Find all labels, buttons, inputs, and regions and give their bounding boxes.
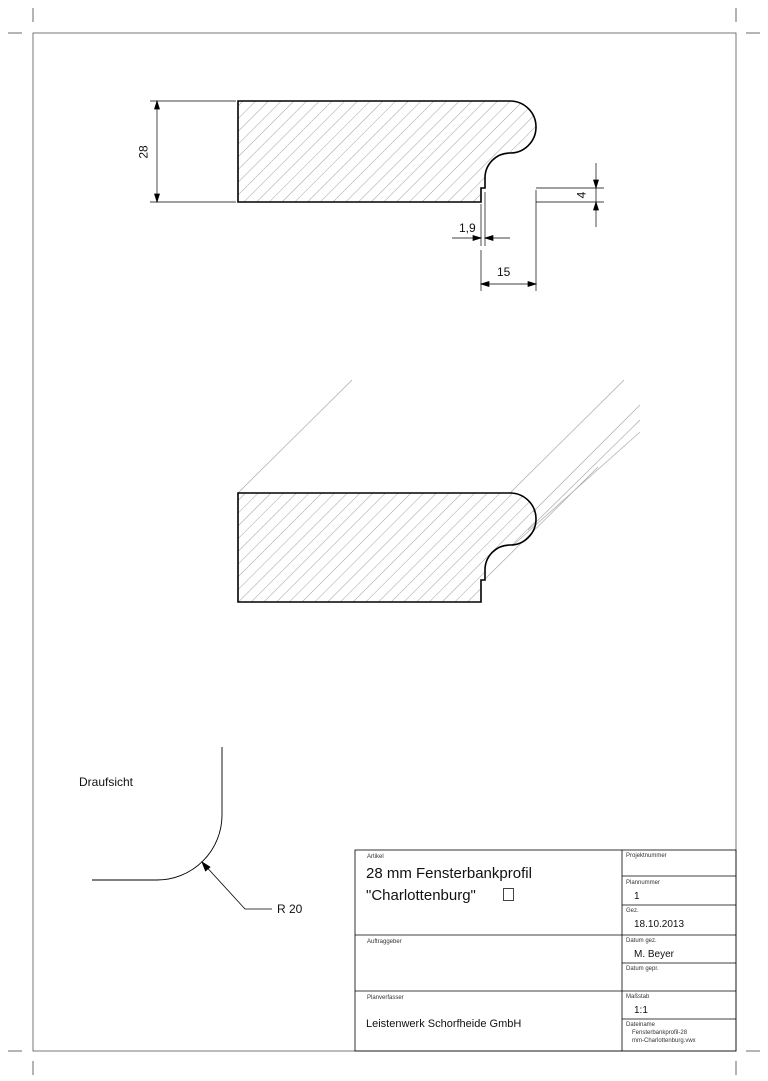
radius-label: R 20 bbox=[277, 902, 303, 916]
datum-gez-label: Datum gez. bbox=[626, 938, 657, 944]
projektnummer-label: Projektnummer bbox=[626, 853, 667, 859]
dimension-groove-depth bbox=[536, 163, 604, 227]
dimension-groove-depth-label: 4 bbox=[574, 191, 589, 199]
isometric-profile-face bbox=[238, 493, 536, 602]
artikel-line-1: 28 mm Fensterbankprofil bbox=[366, 865, 532, 882]
massstab-label: Maßstab bbox=[626, 994, 650, 1000]
planverfasser-label: Planverfasser bbox=[367, 995, 404, 1001]
dateiname-label: Dateiname bbox=[626, 1022, 656, 1028]
dimension-groove-offset-label: 15 bbox=[497, 265, 511, 279]
artikel-line-2: "Charlottenburg" bbox=[366, 887, 476, 904]
datum-gepr-label: Datum gepr. bbox=[626, 966, 659, 972]
radius-leader bbox=[202, 862, 272, 909]
artikel-label: Artikel bbox=[367, 854, 384, 860]
gez-label: Gez. bbox=[626, 908, 639, 914]
missing-glyph-box bbox=[503, 888, 514, 901]
view-label: Draufsicht bbox=[79, 775, 134, 789]
dimension-groove-width-label: 1,9 bbox=[459, 221, 476, 235]
plannummer-value: 1 bbox=[634, 891, 640, 902]
auftraggeber-label: Auftraggeber bbox=[367, 939, 402, 945]
planverfasser-value: Leistenwerk Schorfheide GmbH bbox=[366, 1018, 522, 1030]
plannummer-label: Plannummer bbox=[626, 880, 661, 886]
dimension-height bbox=[150, 101, 236, 202]
dateiname-line-1: Fensterbankprofil-28 bbox=[632, 1030, 688, 1036]
gez-value: 18.10.2013 bbox=[634, 919, 685, 930]
massstab-value: 1:1 bbox=[634, 1005, 648, 1016]
profile-section bbox=[238, 101, 536, 202]
plan-view-corner bbox=[92, 747, 222, 880]
dateiname-line-2: mm-Charlottenburg.vwx bbox=[632, 1038, 696, 1044]
dimension-height-label: 28 bbox=[136, 145, 151, 159]
datum-gez-value: M. Beyer bbox=[634, 949, 675, 960]
